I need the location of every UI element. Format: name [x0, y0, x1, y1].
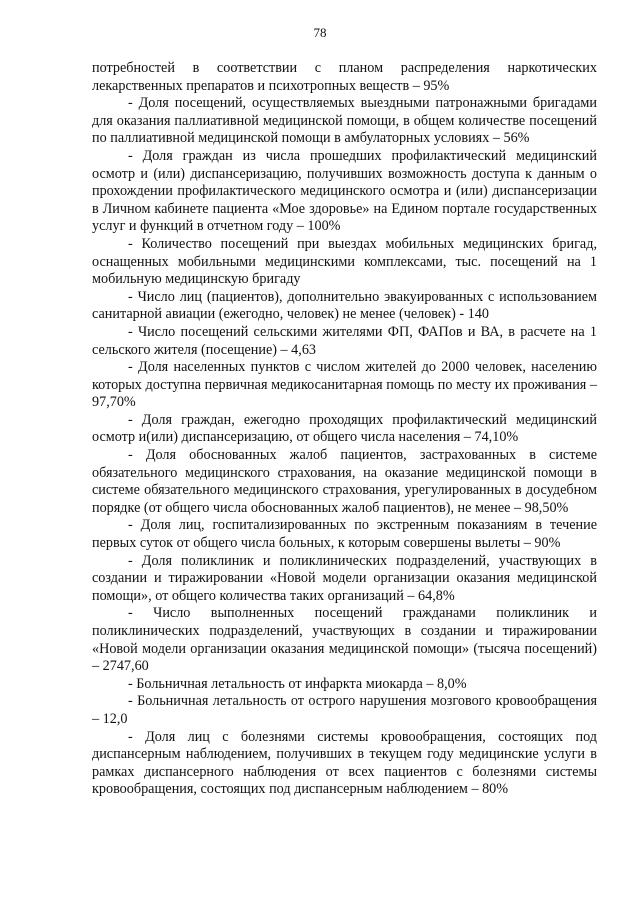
page-number: 78: [313, 25, 327, 40]
paragraph-stroke-mortality: - Больничная летальность от острого нарушения мозгового кровообращения – 12,0: [92, 693, 597, 727]
paragraph-preventive-exam: - Доля граждан, ежегодно проходящих профилактический медицинский осмотр и(или) диспансеризацию, от общего числа населения – 74,10%: [92, 411, 597, 446]
paragraph-cardio-dispensary: - Доля лиц с болезнями системы кровообращения, состоящих под диспансерным наблюдением, получивших в текущем году медицинские услуги в рамках диспансерного наблюдения от всех пациентов с болезнями системы кровообращения, состоящих под диспансерным наблюдением – 80%: [92, 728, 597, 798]
paragraph-personal-cabinet-access: - Доля граждан из числа прошедших профилактический медицинский осмотр и (или) диспансеризацию, получивших возможность доступа к данным о прохождении профилактического медицинского осмотра и (или) диспансеризации в Личном кабинете пациента «Мое здоровье» на Едином портале государственных услуг и функций в отчетном году – 100%: [92, 147, 597, 235]
paragraph-palliative-visits: - Доля посещений, осуществляемых выездными патронажными бригадами для оказания паллиативной медицинской помощи, в общем количестве посещений по паллиативной медицинской помощи в амбулаторных условиях – 56%: [92, 95, 597, 147]
paragraph-continuation: потребностей в соответствии с планом распределения наркотических лекарственных препаратов и психотропных веществ – 95%: [92, 60, 597, 94]
paragraph-mi-mortality: - Больничная летальность от инфаркта миокарда – 8,0%: [128, 675, 467, 692]
document-body: [92, 60, 597, 799]
paragraph-clinic-visits-new-model: - Число выполненных посещений гражданами поликлиник и поликлинических подразделений, участвующих в создании и тиражировании «Новой модели организации оказания медицинской помощи» (тысяча посещений) – 2747,60: [92, 605, 597, 675]
paragraph-mobile-brigades: - Количество посещений при выездах мобильных медицинских бригад, оснащенных мобильными медицинскими комплексами, тыс. посещений на 1 мобильную медицинскую бригаду: [92, 235, 597, 288]
paragraph-complaints-settled: - Доля обоснованных жалоб пациентов, застрахованных в системе обязательного медицинского страхования, на оказание медицинской помощи в системе обязательного медицинского страхования, урегулированных в досудебном порядке (от общего числа обоснованных жалоб пациентов), не менее – 98,50%: [92, 447, 597, 516]
paragraph-settlements-access: - Доля населенных пунктов с числом жителей до 2000 человек, населению которых доступна первичная медикосанитарная помощь по месту их проживания – 97,70%: [92, 359, 597, 411]
paragraph-emergency-hospitalization: - Доля лиц, госпитализированных по экстренным показаниям в течение первых суток от общего числа больных, к которым совершены вылеты – 90%: [92, 517, 597, 552]
paragraph-sanitary-aviation: - Число лиц (пациентов), дополнительно эвакуированных с использованием санитарной авиации (ежегодно, человек) не менее (человек) - 140: [92, 288, 597, 323]
paragraph-clinics-new-model: - Доля поликлиник и поликлинических подразделений, участвующих в создании и тиражировании «Новой модели организации оказания медицинской помощи», от общего количества таких организаций – 64,8%: [92, 552, 597, 604]
paragraph-rural-visits: - Число посещений сельскими жителями ФП, ФАПов и ВА, в расчете на 1 сельского жителя (посещение) – 4,63: [92, 323, 597, 358]
